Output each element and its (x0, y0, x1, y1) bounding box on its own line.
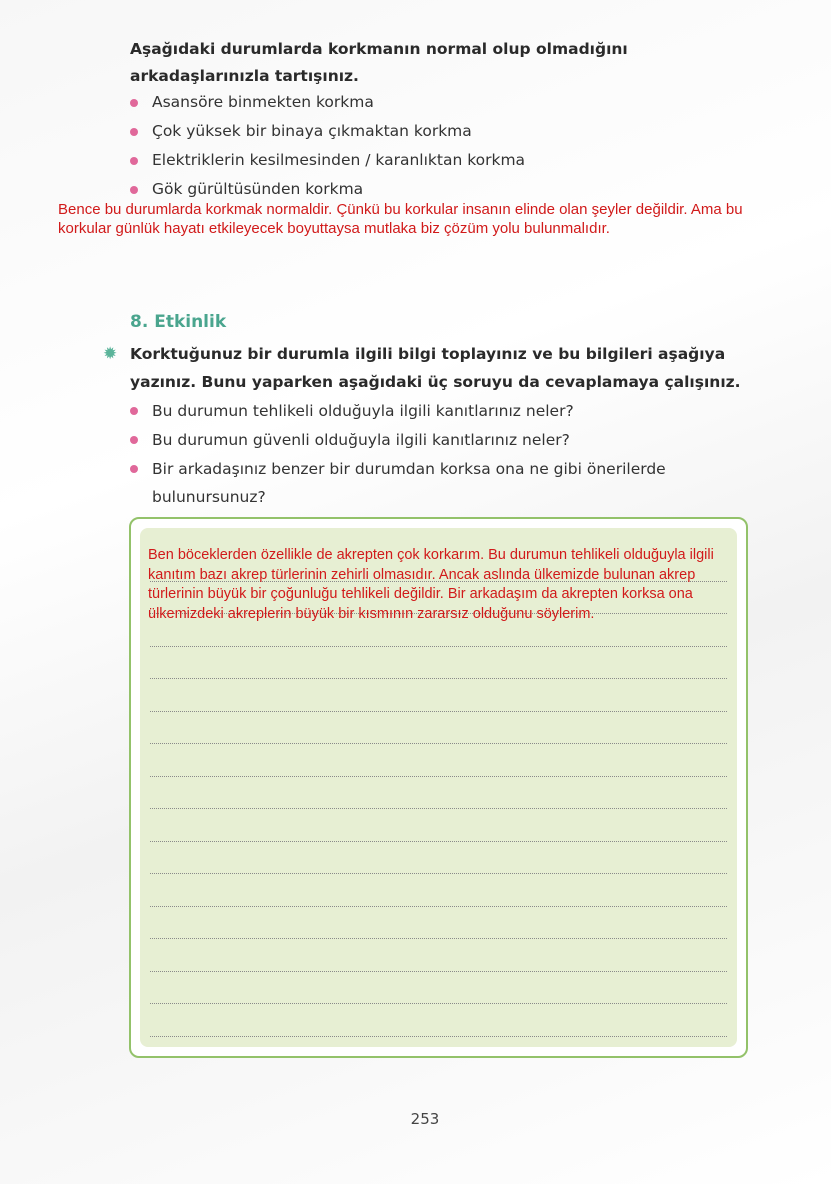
writing-line (150, 809, 727, 842)
list-item-label: Çok yüksek bir binaya çıkmaktan korkma (152, 122, 472, 140)
activity-title: 8. Etkinlik (130, 312, 227, 332)
list-item (130, 88, 525, 117)
list-item (130, 455, 750, 511)
bullet-icon (130, 465, 138, 473)
list-item (130, 397, 750, 425)
handwritten-answer-2: Ben böceklerden özellikle de akrepten çok korkarım. Bu durumun tehlikeli olduğuyla ilgili kanıtım bazı akrep türlerinin zehirli olmasıdır. Ancak aslında ülkemizde bulunan akrep türlerinin büyük bir çoğunluğu tehlikeli değildir. Bir arkadaşım da akrepten korksa ona ülkemizdeki akreplerin büyük bir kısmının zararsız olduğunu söylerim. (148, 547, 714, 622)
list-item-label: Asansöre binmekten korkma (152, 93, 374, 111)
writing-line (150, 712, 727, 745)
bullet-icon (130, 186, 138, 194)
writing-line (150, 907, 727, 940)
bullet-icon (130, 436, 138, 444)
writing-line (150, 972, 727, 1005)
fears-list (130, 88, 525, 204)
activity-instruction: Korktuğunuz bir durumla ilgili bilgi toplayınız ve bu bilgileri aşağıya yazınız. Bunu yaparken aşağıdaki üç soruyu da cevaplamaya çalışınız. (130, 345, 741, 391)
activity-questions-list (130, 397, 750, 512)
list-item-label: Gök gürültüsünden korkma (152, 180, 364, 198)
writing-line (150, 647, 727, 680)
list-item-label: Bir arkadaşınız benzer bir durumdan korksa ona ne gibi önerilerde bulunursunuz? (152, 460, 666, 506)
writing-line (150, 679, 727, 712)
bullet-icon (130, 157, 138, 165)
list-item-label: Bu durumun güvenli olduğuyla ilgili kanıtlarınız neler? (152, 431, 570, 449)
list-item (130, 146, 525, 175)
bullet-icon (130, 99, 138, 107)
list-item-label: Elektriklerin kesilmesinden / karanlıktan korkma (152, 151, 526, 169)
star-icon: ✹ (103, 344, 118, 364)
writing-line (150, 939, 727, 972)
page-number: 253 (410, 1110, 440, 1128)
handwritten-answer-1: Bence bu durumlarda korkmak normaldir. Çünkü bu korkular insanın elinde olan şeyler değildir. Ama bu korkular günlük hayatı etkileyecek boyuttaysa mutlaka biz çözüm yolu bulunmalıdır. (58, 201, 743, 237)
writing-line (150, 777, 727, 810)
writing-line (150, 744, 727, 777)
bullet-icon (130, 128, 138, 136)
list-item-label: Bu durumun tehlikeli olduğuyla ilgili kanıtlarınız neler? (152, 402, 574, 420)
discussion-question: Aşağıdaki durumlarda korkmanın normal olup olmadığını arkadaşlarınızla tartışınız. (130, 40, 628, 85)
writing-line (150, 1004, 727, 1037)
writing-line (150, 842, 727, 875)
list-item (130, 117, 525, 146)
bullet-icon (130, 407, 138, 415)
writing-line (150, 874, 727, 907)
list-item (130, 426, 750, 454)
